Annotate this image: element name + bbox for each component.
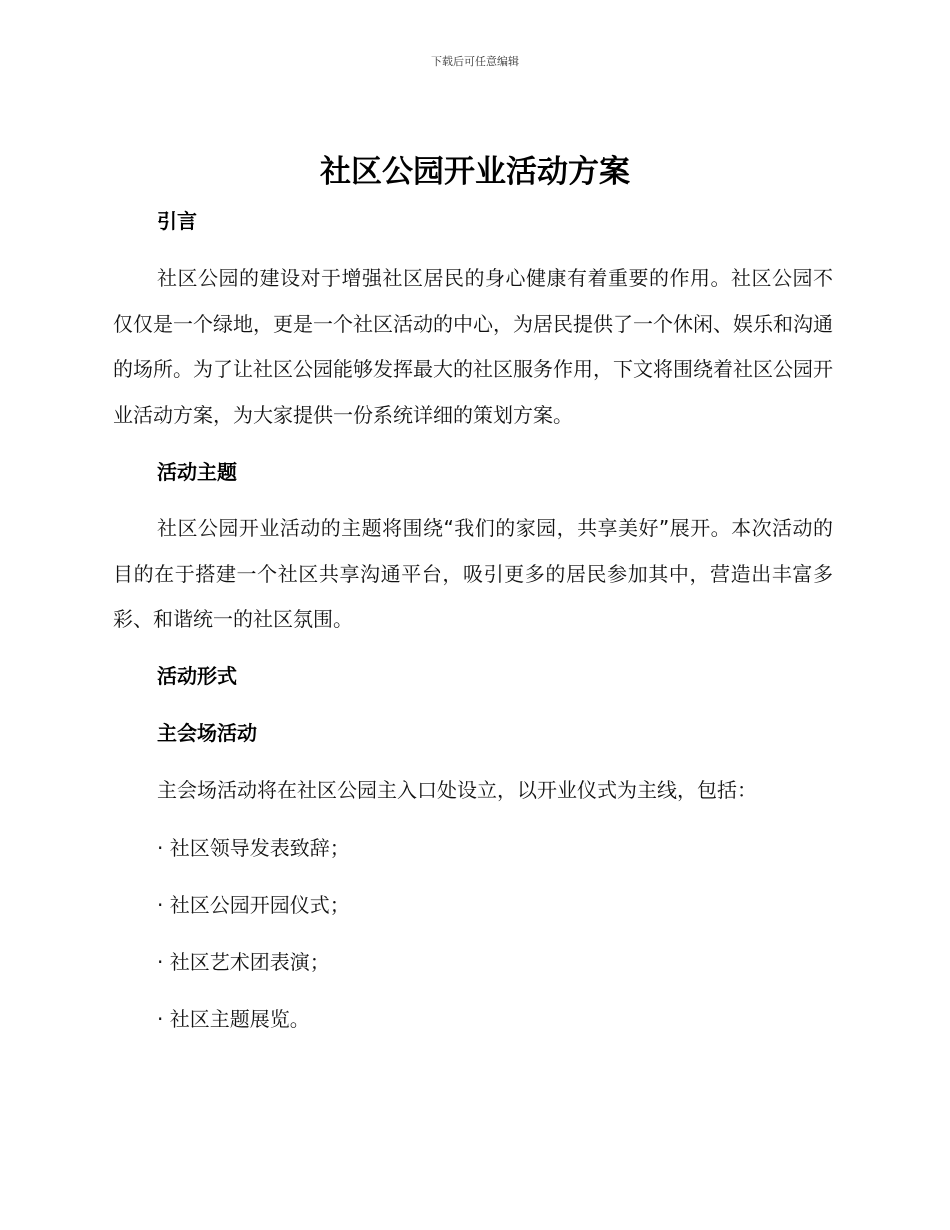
list-item: · 社区领导发表致辞； <box>157 836 350 860</box>
header-note: 下载后可任意编辑 <box>431 55 519 68</box>
intro-paragraph: 社区公园的建设对于增强社区居民的身心健康有着重要的作用。社区公园不仅仅是一个绿地，更是一个社区活动的中心，为居民提供了一个休闲、娱乐和沟通的场所。为了让社区公园能够发挥最大的社区服务作用，下文将围绕着社区公园开业活动方案，为大家提供一份系统详细的策划方案。 <box>113 266 833 427</box>
list-item: · 社区公园开园仪式； <box>157 893 350 917</box>
section-heading-format: 活动形式 <box>157 664 237 688</box>
list-item: · 社区主题展览。 <box>157 1007 310 1031</box>
main-venue-intro: 主会场活动将在社区公园主入口处设立，以开业仪式为主线，包括： <box>157 778 757 802</box>
theme-paragraph: 社区公园开业活动的主题将围绕“我们的家园，共享美好”展开。本次活动的目的在于搭建一个社区共享沟通平台，吸引更多的居民参加其中，营造出丰富多彩、和谐统一的社区氛围。 <box>113 516 833 631</box>
section-heading-main-venue: 主会场活动 <box>157 721 257 745</box>
list-item: · 社区艺术团表演； <box>157 950 330 974</box>
section-heading-theme: 活动主题 <box>157 460 237 484</box>
document-title: 社区公园开业活动方案 <box>320 154 630 190</box>
section-heading-intro: 引言 <box>157 209 197 233</box>
